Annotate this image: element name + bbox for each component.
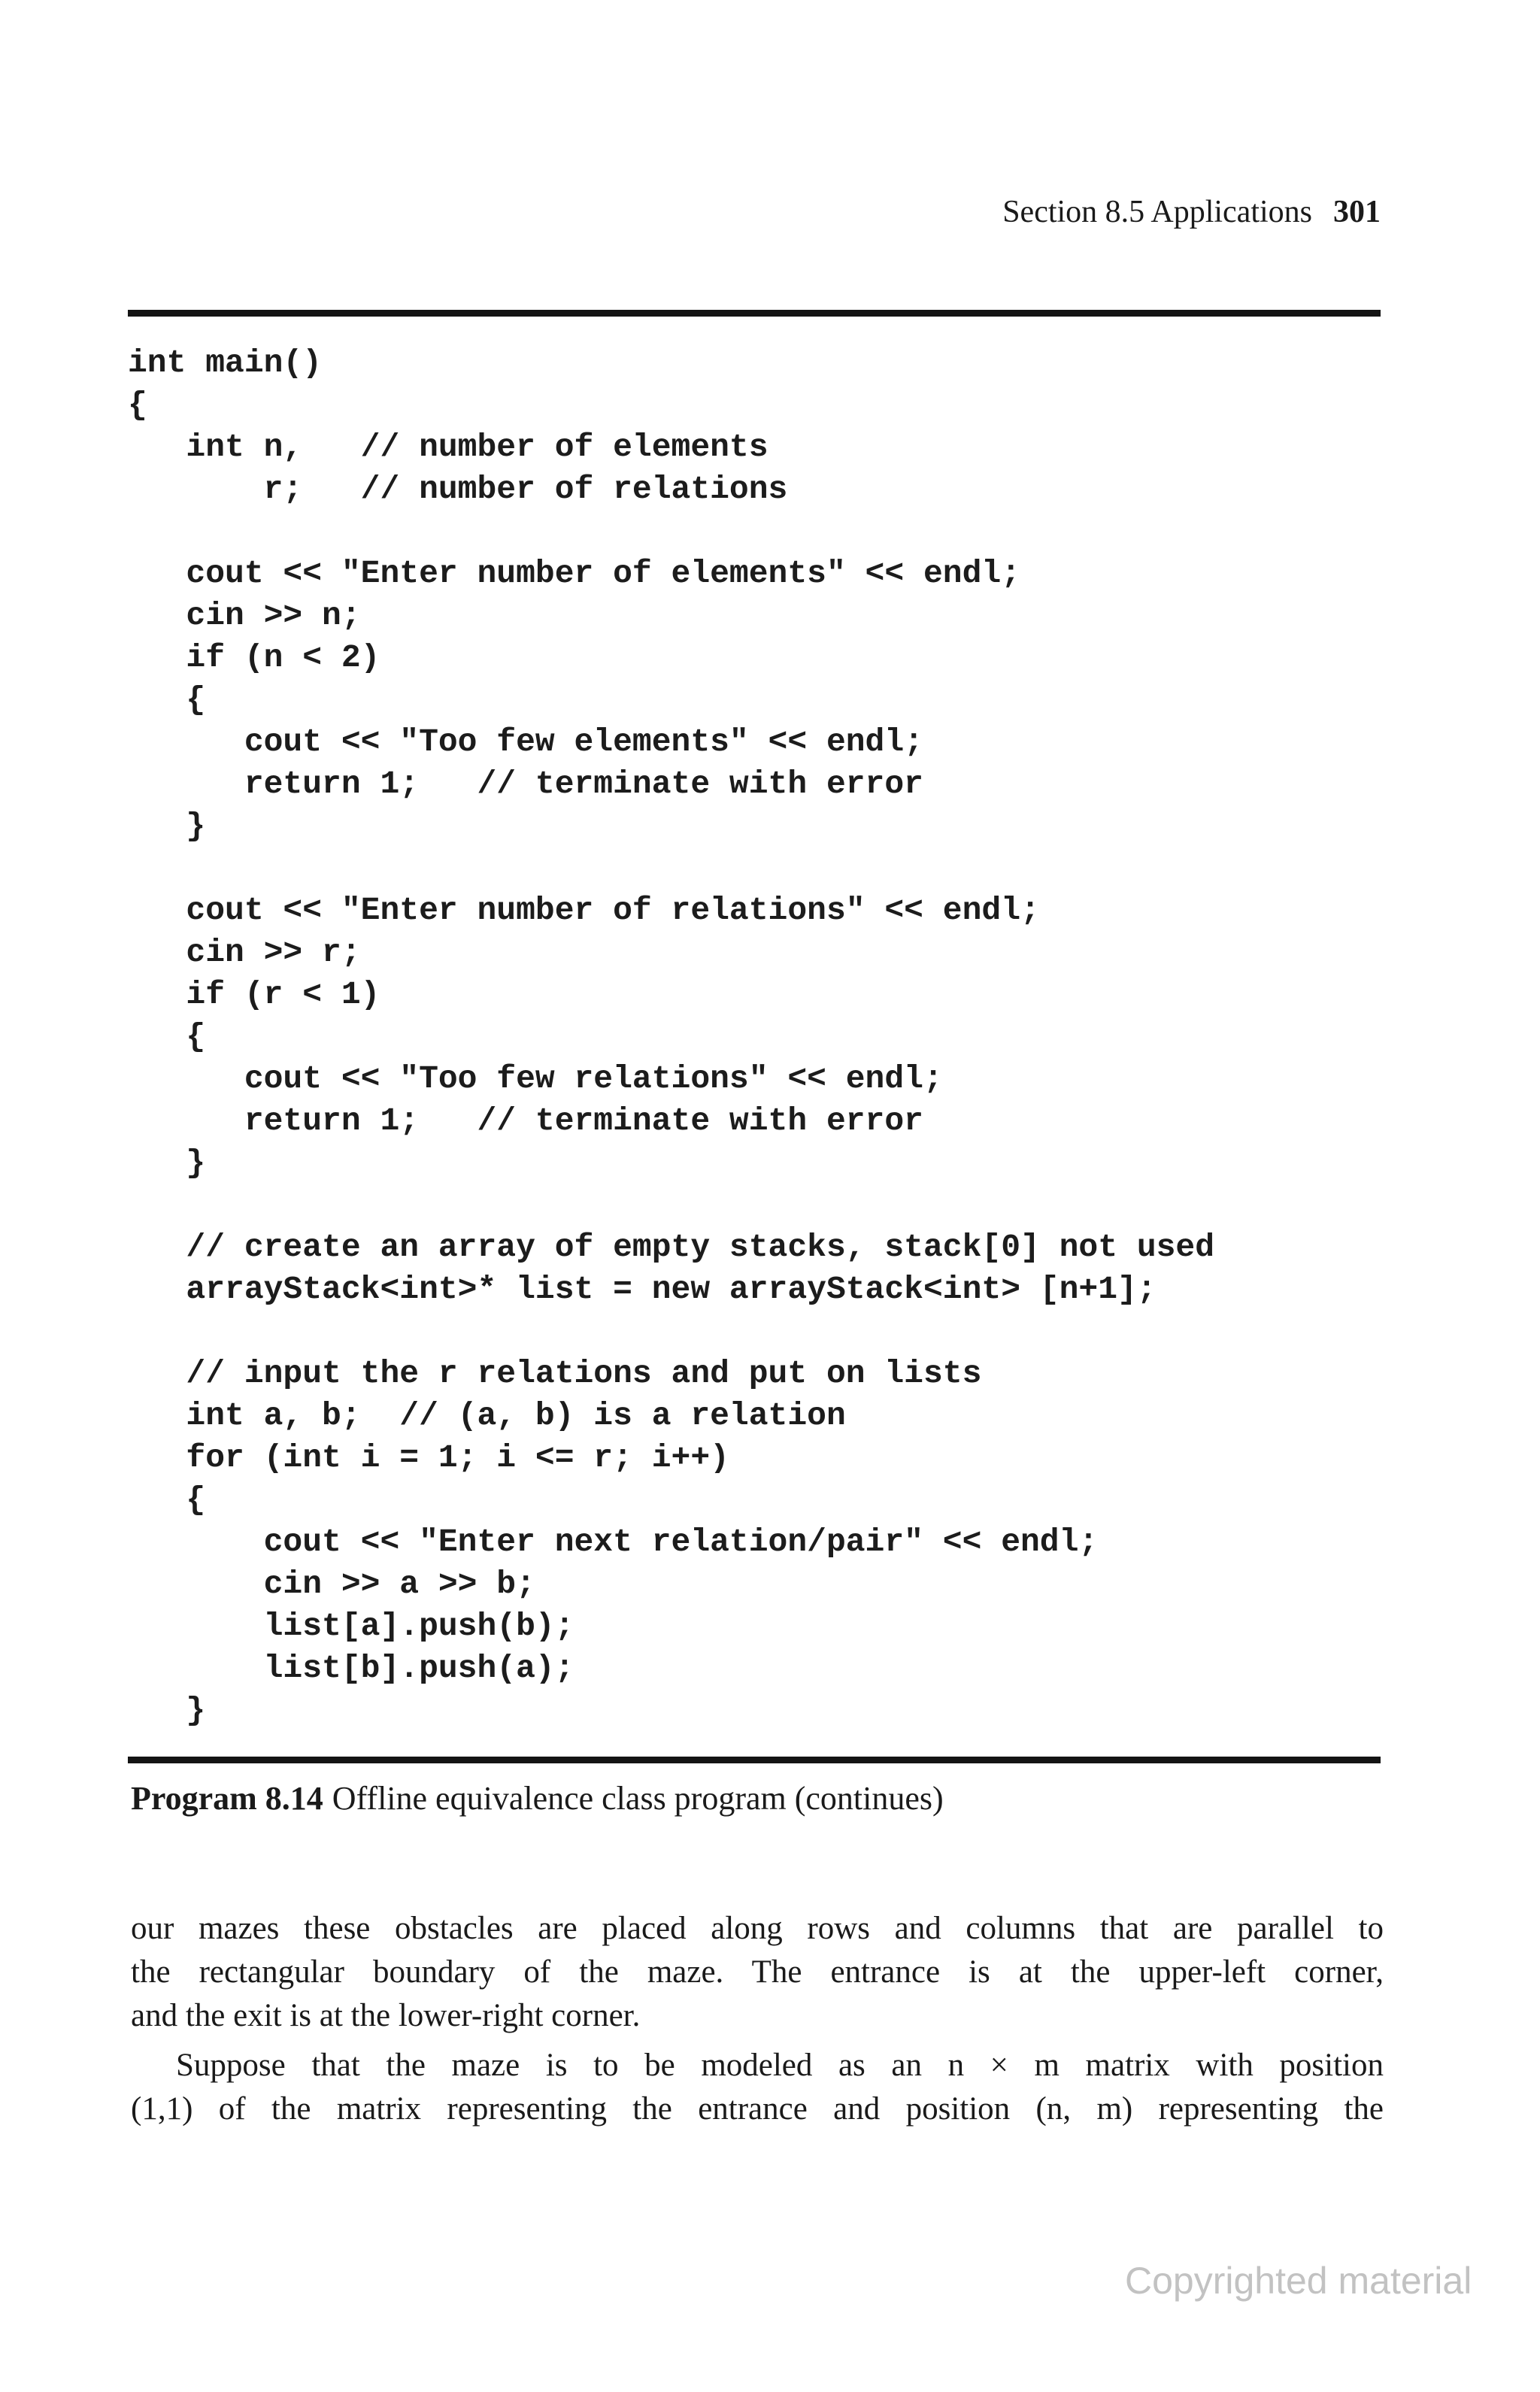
code-line: if (r < 1) (128, 976, 380, 1013)
code-line: // create an array of empty stacks, stack[0] not used (128, 1229, 1215, 1266)
body-line: Suppose that the maze is to be modeled as an n × m matrix with position (176, 2048, 1384, 2083)
code-line: cin >> r; (128, 934, 361, 971)
page-number: 301 (1333, 195, 1381, 229)
code-line: list[a].push(b); (128, 1608, 574, 1645)
code-line: int n, // number of elements (128, 429, 768, 465)
code-line: cout << "Enter number of elements" << endl; (128, 555, 1020, 592)
code-line: r; // number of relations (128, 471, 788, 508)
code-line: } (128, 1144, 206, 1181)
copyright-watermark: Copyrighted material (1125, 2260, 1472, 2302)
body-line: the rectangular boundary of the maze. The entrance is at the upper-left corner, (131, 1954, 1384, 1990)
section-title: Section 8.5 Applications (1002, 195, 1312, 229)
program-caption (131, 1776, 1379, 1821)
code-line: for (int i = 1; i <= r; i++) (128, 1439, 729, 1476)
code-top-rule (128, 310, 1381, 317)
body-line: (1,1) of the matrix representing the entrance and position (n, m) representing the (131, 2091, 1384, 2127)
caption-label: Program 8.14 (131, 1780, 323, 1817)
code-line: cin >> a >> b; (128, 1566, 535, 1602)
code-line: cout << "Too few relations" << endl; (128, 1060, 943, 1097)
body-line: and the exit is at the lower-right corner. (131, 1998, 641, 2033)
code-bottom-rule (128, 1757, 1381, 1763)
code-line: { (128, 1018, 206, 1055)
body-line: our mazes these obstacles are placed along rows and columns that are parallel to (131, 1911, 1384, 1946)
caption-text: Offline equivalence class program (continues) (332, 1780, 944, 1817)
code-line: cout << "Too few elements" << endl; (128, 723, 923, 760)
code-line: int a, b; // (a, b) is a relation (128, 1397, 846, 1434)
code-line: int main() (128, 344, 323, 381)
code-line: // input the r relations and put on lists (128, 1355, 982, 1392)
code-line: return 1; // terminate with error (128, 766, 923, 802)
code-line: cout << "Enter number of relations" << endl; (128, 892, 1040, 929)
running-header (959, 194, 1381, 239)
code-line: arrayStack<int>* list = new arrayStack<int> [n+1]; (128, 1271, 1157, 1308)
code-line: cin >> n; (128, 597, 361, 634)
code-line: } (128, 1692, 206, 1729)
code-line: return 1; // terminate with error (128, 1102, 923, 1139)
code-line: list[b].push(a); (128, 1650, 574, 1687)
code-line: cout << "Enter next relation/pair" << endl; (128, 1523, 1099, 1560)
code-line: { (128, 1481, 206, 1518)
code-line: } (128, 808, 206, 844)
code-line: { (128, 681, 206, 718)
code-line: if (n < 2) (128, 639, 380, 676)
code-line: { (128, 387, 147, 423)
